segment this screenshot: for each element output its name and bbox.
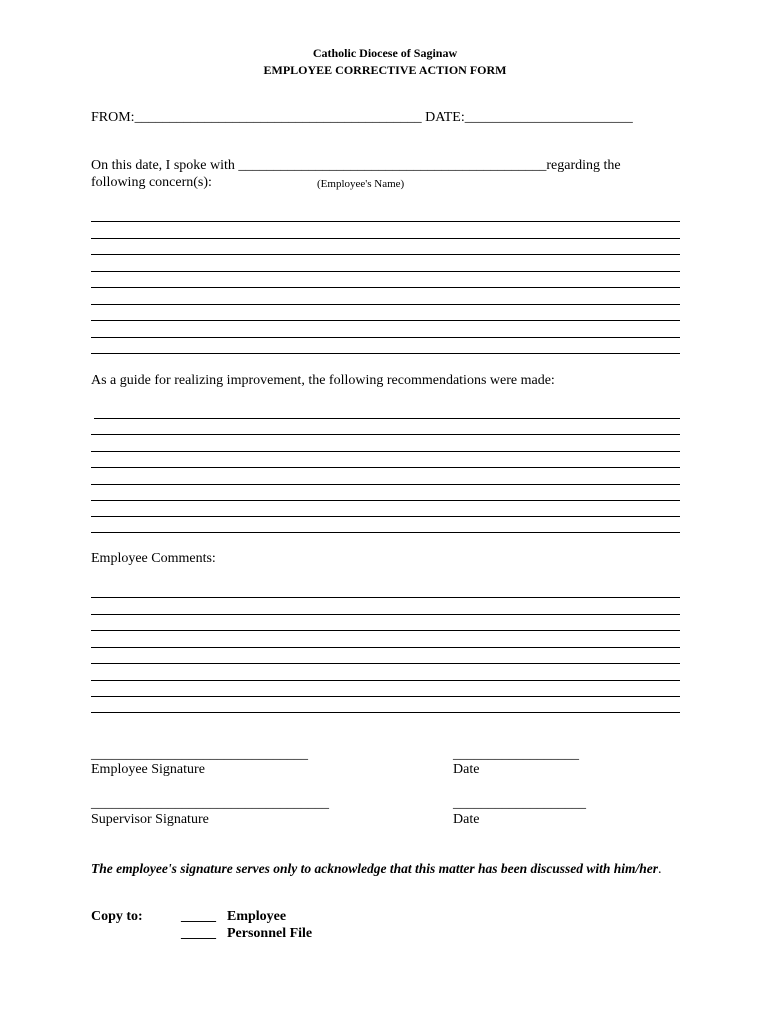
- comment-line[interactable]: [91, 696, 680, 697]
- concern-line[interactable]: [91, 337, 680, 338]
- recommendations-prompt: As a guide for realizing improvement, the following recommendations were made:: [91, 373, 555, 388]
- employee-date-label: Date: [453, 762, 480, 777]
- recommendation-line[interactable]: [91, 451, 680, 452]
- concern-line[interactable]: [91, 254, 680, 255]
- concern-line[interactable]: [91, 320, 680, 321]
- acknowledgement-note: [91, 860, 662, 878]
- copy-to-label: Copy to:: [91, 909, 143, 924]
- concern-intro-line1: [91, 158, 621, 174]
- copy-to-employee-label: Employee: [227, 909, 287, 924]
- date-label: DATE:: [425, 110, 465, 125]
- concern-line[interactable]: [91, 238, 680, 239]
- concern-line[interactable]: [91, 271, 680, 272]
- supervisor-date-field[interactable]: ___________________: [453, 796, 586, 811]
- from-label: FROM:: [91, 110, 135, 125]
- comment-line[interactable]: [91, 647, 680, 648]
- concern-line[interactable]: [91, 287, 680, 288]
- recommendation-line[interactable]: [91, 500, 680, 501]
- comment-line[interactable]: [91, 712, 680, 713]
- recommendation-line[interactable]: [91, 532, 680, 533]
- employee-signature-field[interactable]: _______________________________: [91, 747, 308, 762]
- copy-to-employee-checkbox[interactable]: _____: [181, 909, 216, 924]
- recommendation-line[interactable]: [91, 516, 680, 517]
- concern-intro-line2: following concern(s):: [91, 175, 212, 190]
- employee-name-field[interactable]: ____________________________________________: [238, 158, 547, 173]
- copy-to-personnel-file-checkbox[interactable]: _____: [181, 926, 216, 941]
- comment-line[interactable]: [91, 663, 680, 664]
- recommendation-line[interactable]: [91, 484, 680, 485]
- acknowledgement-period: .: [658, 862, 662, 877]
- from-field[interactable]: _________________________________________: [134, 110, 422, 125]
- from-date-line: [91, 110, 633, 126]
- date-field[interactable]: ________________________: [464, 110, 633, 125]
- concern-line[interactable]: [91, 353, 680, 354]
- supervisor-date-label: Date: [453, 812, 480, 827]
- comment-line[interactable]: [91, 597, 680, 598]
- recommendation-line[interactable]: [91, 467, 680, 468]
- comment-line[interactable]: [91, 614, 680, 615]
- concern-line[interactable]: [91, 304, 680, 305]
- employee-date-field[interactable]: __________________: [453, 747, 579, 762]
- concern-suffix: regarding the: [546, 158, 621, 173]
- form-title: EMPLOYEE CORRECTIVE ACTION FORM: [263, 63, 507, 77]
- comment-line[interactable]: [91, 680, 680, 681]
- acknowledgement-text: The employee's signature serves only to acknowledge that this matter has been discussed with him/her: [91, 861, 659, 876]
- supervisor-signature-field[interactable]: __________________________________: [91, 796, 329, 811]
- copy-to-personnel-file-label: Personnel File: [227, 926, 313, 941]
- employee-comments-label: Employee Comments:: [91, 551, 216, 566]
- supervisor-signature-label: Supervisor Signature: [91, 812, 209, 827]
- recommendation-line[interactable]: [91, 434, 680, 435]
- employee-signature-label: Employee Signature: [91, 762, 205, 777]
- recommendation-line[interactable]: [94, 418, 680, 419]
- concern-prefix: On this date, I spoke with: [91, 158, 239, 173]
- organization-name: Catholic Diocese of Saginaw: [312, 46, 458, 60]
- concern-line[interactable]: [91, 221, 680, 222]
- comment-line[interactable]: [91, 630, 680, 631]
- employee-name-caption: (Employee's Name): [317, 178, 405, 190]
